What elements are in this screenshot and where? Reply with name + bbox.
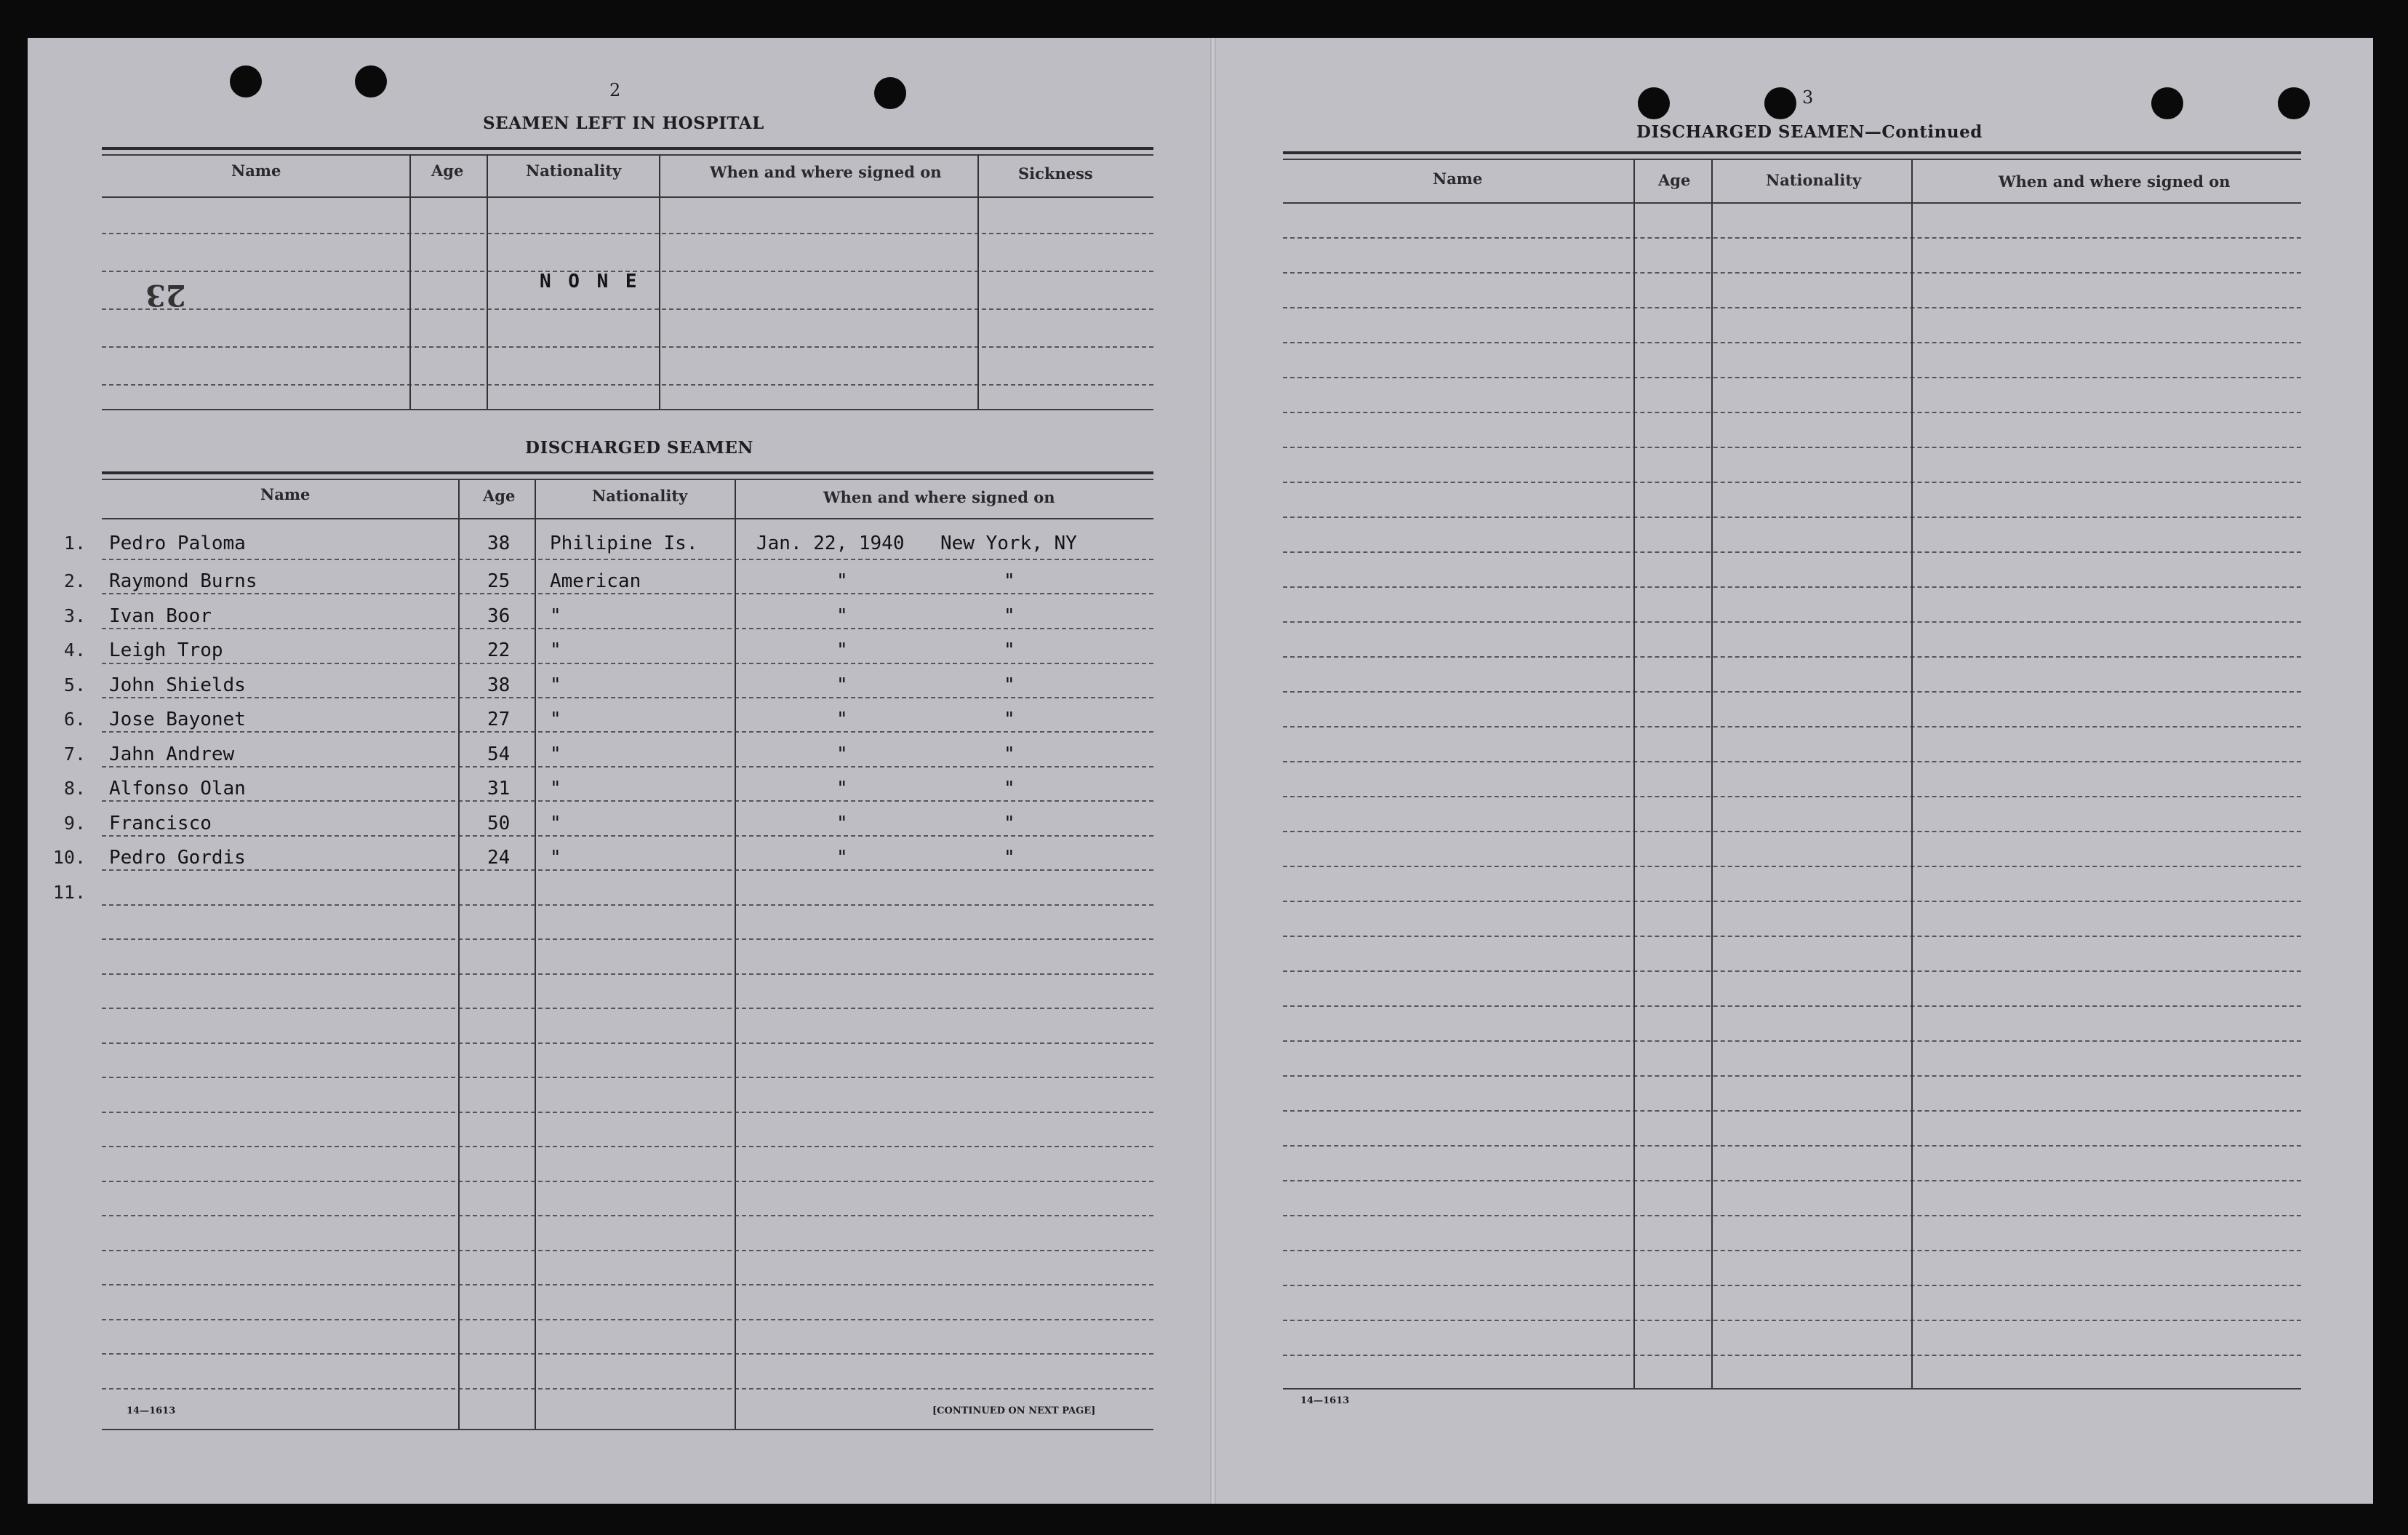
column-header-age: Age bbox=[1658, 171, 1691, 189]
seaman-nationality: " bbox=[550, 743, 561, 765]
seaman-age: 54 bbox=[487, 743, 511, 765]
seaman-nationality: " bbox=[550, 778, 561, 800]
seaman-name: Pedro Paloma bbox=[109, 533, 246, 554]
form-number: 14—1613 bbox=[1300, 1395, 1350, 1406]
rule bbox=[102, 731, 1153, 733]
rule bbox=[1283, 272, 2301, 274]
seaman-age: 38 bbox=[487, 674, 511, 696]
rule bbox=[102, 869, 1153, 871]
discharged-section-title: DISCHARGED SEAMEN bbox=[525, 438, 753, 458]
column-header-name: Name bbox=[231, 162, 281, 180]
rule bbox=[1283, 1320, 2301, 1321]
rule bbox=[1283, 1388, 2301, 1390]
row-number: 7. bbox=[63, 743, 86, 765]
column-divider bbox=[659, 154, 660, 409]
rule bbox=[1283, 237, 2301, 239]
row-number: 1. bbox=[63, 533, 86, 554]
signed-on-date: " bbox=[836, 674, 848, 696]
seaman-nationality: " bbox=[550, 639, 561, 661]
rule bbox=[102, 593, 1153, 594]
rule bbox=[102, 233, 1153, 234]
rule bbox=[102, 471, 1153, 474]
row-number: 8. bbox=[63, 778, 86, 799]
seaman-nationality: " bbox=[550, 674, 561, 696]
seaman-age: 22 bbox=[487, 639, 511, 661]
seaman-name: Jose Bayonet bbox=[109, 709, 246, 730]
seaman-nationality: Philipine Is. bbox=[550, 533, 698, 554]
rule bbox=[1283, 482, 2301, 483]
right-page bbox=[1213, 38, 2373, 1504]
left-page bbox=[28, 38, 1213, 1504]
seaman-age: 25 bbox=[487, 570, 511, 592]
column-divider bbox=[735, 479, 736, 1429]
seaman-nationality: American bbox=[550, 570, 641, 592]
page-stamp: 23 bbox=[145, 278, 186, 312]
rule bbox=[1283, 761, 2301, 762]
rule bbox=[1283, 517, 2301, 518]
signed-on-date: " bbox=[836, 847, 848, 869]
rule bbox=[102, 346, 1153, 348]
rule bbox=[102, 766, 1153, 768]
column-header-name: Name bbox=[1433, 170, 1483, 188]
rule bbox=[1283, 342, 2301, 343]
rule bbox=[102, 1077, 1153, 1078]
seaman-age: 31 bbox=[487, 778, 511, 800]
row-number: 4. bbox=[63, 639, 86, 661]
seaman-name: Ivan Boor bbox=[109, 605, 212, 627]
seaman-nationality: " bbox=[550, 813, 561, 834]
signed-on-place: " bbox=[1004, 813, 1015, 834]
seaman-age: 27 bbox=[487, 709, 511, 730]
column-header-signed-on: When and where signed on bbox=[1999, 172, 2231, 191]
rule bbox=[1283, 936, 2301, 937]
rule bbox=[102, 479, 1153, 480]
rule bbox=[1283, 1075, 2301, 1077]
rule bbox=[1283, 447, 2301, 448]
hospital-section-title: SEAMEN LEFT IN HOSPITAL bbox=[483, 113, 764, 133]
rule bbox=[102, 800, 1153, 802]
rule bbox=[102, 1319, 1153, 1320]
rule bbox=[1283, 621, 2301, 623]
column-header-nationality: Nationality bbox=[526, 162, 622, 180]
punch-hole bbox=[2151, 87, 2183, 119]
rule bbox=[1283, 551, 2301, 553]
rule bbox=[1283, 377, 2301, 378]
row-number: 10. bbox=[52, 847, 86, 868]
page-number: 2 bbox=[609, 80, 621, 100]
discharged-continued-title: DISCHARGED SEAMEN—Continued bbox=[1636, 122, 1983, 142]
rule bbox=[102, 1284, 1153, 1285]
rule bbox=[102, 663, 1153, 664]
rule bbox=[102, 518, 1153, 519]
rule bbox=[102, 1353, 1153, 1355]
signed-on-place: " bbox=[1004, 743, 1015, 765]
rule bbox=[1283, 586, 2301, 588]
rule bbox=[102, 1181, 1153, 1182]
signed-on-date: " bbox=[836, 570, 848, 592]
rule bbox=[1283, 1215, 2301, 1216]
rule bbox=[102, 1112, 1153, 1113]
rule bbox=[1283, 1040, 2301, 1042]
rule bbox=[1283, 1285, 2301, 1286]
form-number: 14—1613 bbox=[127, 1406, 176, 1416]
rule bbox=[1283, 159, 2301, 160]
rule bbox=[102, 559, 1153, 560]
column-divider bbox=[1911, 159, 1913, 1388]
signed-on-date: Jan. 22, 1940 bbox=[756, 533, 905, 554]
seaman-age: 50 bbox=[487, 813, 511, 834]
rule bbox=[102, 835, 1153, 837]
seaman-name: Raymond Burns bbox=[109, 570, 257, 592]
rule bbox=[102, 1215, 1153, 1216]
seaman-name: John Shields bbox=[109, 674, 246, 696]
rule bbox=[102, 147, 1153, 150]
rule bbox=[102, 1008, 1153, 1009]
rule bbox=[102, 384, 1153, 386]
seaman-nationality: " bbox=[550, 847, 561, 869]
signed-on-date: " bbox=[836, 639, 848, 661]
page-number: 3 bbox=[1802, 87, 1814, 108]
column-header-sickness: Sickness bbox=[1018, 164, 1093, 183]
page-fold bbox=[1210, 38, 1216, 1504]
seaman-name: Francisco bbox=[109, 813, 212, 834]
punch-hole bbox=[2278, 87, 2310, 119]
signed-on-place: " bbox=[1004, 674, 1015, 696]
signed-on-date: " bbox=[836, 778, 848, 800]
column-header-age: Age bbox=[431, 162, 464, 180]
punch-hole bbox=[1638, 87, 1670, 119]
seaman-nationality: " bbox=[550, 709, 561, 730]
rule bbox=[102, 154, 1153, 156]
row-number: 3. bbox=[63, 605, 86, 626]
punch-hole bbox=[230, 65, 262, 97]
column-divider bbox=[1711, 159, 1713, 1388]
column-divider bbox=[458, 479, 460, 1429]
rule bbox=[1283, 151, 2301, 154]
rule bbox=[102, 196, 1153, 198]
column-divider bbox=[977, 154, 979, 409]
signed-on-date: " bbox=[836, 605, 848, 627]
rule bbox=[102, 1429, 1153, 1430]
rule bbox=[102, 409, 1153, 410]
row-number: 5. bbox=[63, 674, 86, 695]
row-number: 2. bbox=[63, 570, 86, 591]
row-number: 6. bbox=[63, 709, 86, 730]
rule bbox=[1283, 726, 2301, 727]
signed-on-place: " bbox=[1004, 847, 1015, 869]
signed-on-place: " bbox=[1004, 605, 1015, 627]
column-header-signed-on: When and where signed on bbox=[823, 488, 1055, 506]
rule bbox=[102, 308, 1153, 310]
punch-hole bbox=[874, 77, 906, 109]
rule bbox=[1283, 412, 2301, 413]
column-divider bbox=[535, 479, 536, 1429]
column-header-signed-on: When and where signed on bbox=[710, 163, 942, 181]
column-header-age: Age bbox=[483, 487, 516, 505]
seaman-age: 36 bbox=[487, 605, 511, 627]
seaman-age: 24 bbox=[487, 847, 511, 869]
rule bbox=[1283, 656, 2301, 658]
signed-on-place: " bbox=[1004, 570, 1015, 592]
rule bbox=[1283, 1145, 2301, 1147]
column-header-nationality: Nationality bbox=[592, 487, 688, 505]
signed-on-place: " bbox=[1004, 778, 1015, 800]
punch-hole bbox=[355, 65, 387, 97]
rule bbox=[102, 938, 1153, 940]
seaman-nationality: " bbox=[550, 605, 561, 627]
continued-note: [CONTINUED ON NEXT PAGE] bbox=[932, 1406, 1096, 1416]
rule bbox=[1283, 691, 2301, 693]
rule bbox=[1283, 866, 2301, 867]
row-number: 11. bbox=[52, 882, 86, 903]
rule bbox=[102, 697, 1153, 698]
rule bbox=[1283, 1180, 2301, 1181]
column-header-nationality: Nationality bbox=[1766, 171, 1862, 189]
rule bbox=[1283, 1250, 2301, 1251]
column-divider bbox=[409, 154, 411, 409]
seaman-name: Pedro Gordis bbox=[109, 847, 246, 869]
hospital-entry: N O N E bbox=[540, 271, 640, 292]
rule bbox=[102, 1388, 1153, 1390]
seaman-name: Alfonso Olan bbox=[109, 778, 246, 800]
signed-on-date: " bbox=[836, 709, 848, 730]
rule bbox=[1283, 796, 2301, 797]
column-divider bbox=[1633, 159, 1635, 1388]
rule bbox=[102, 1042, 1153, 1044]
seaman-age: 38 bbox=[487, 533, 511, 554]
rule bbox=[102, 973, 1153, 975]
signed-on-place: " bbox=[1004, 709, 1015, 730]
signed-on-place: " bbox=[1004, 639, 1015, 661]
row-number: 9. bbox=[63, 813, 86, 834]
seaman-name: Jahn Andrew bbox=[109, 743, 235, 765]
signed-on-date: " bbox=[836, 813, 848, 834]
rule bbox=[102, 1146, 1153, 1147]
rule bbox=[1283, 1355, 2301, 1356]
punch-hole bbox=[1764, 87, 1796, 119]
signed-on-date: " bbox=[836, 743, 848, 765]
rule bbox=[1283, 202, 2301, 204]
rule bbox=[1283, 307, 2301, 308]
signed-on-place: New York, NY bbox=[940, 533, 1077, 554]
column-header-name: Name bbox=[260, 485, 311, 503]
rule bbox=[1283, 831, 2301, 832]
rule bbox=[102, 904, 1153, 906]
rule bbox=[1283, 970, 2301, 972]
column-divider bbox=[487, 154, 488, 409]
rule bbox=[102, 628, 1153, 629]
rule bbox=[1283, 1005, 2301, 1007]
rule bbox=[102, 1250, 1153, 1251]
rule bbox=[1283, 1110, 2301, 1112]
rule bbox=[1283, 901, 2301, 902]
seaman-name: Leigh Trop bbox=[109, 639, 223, 661]
